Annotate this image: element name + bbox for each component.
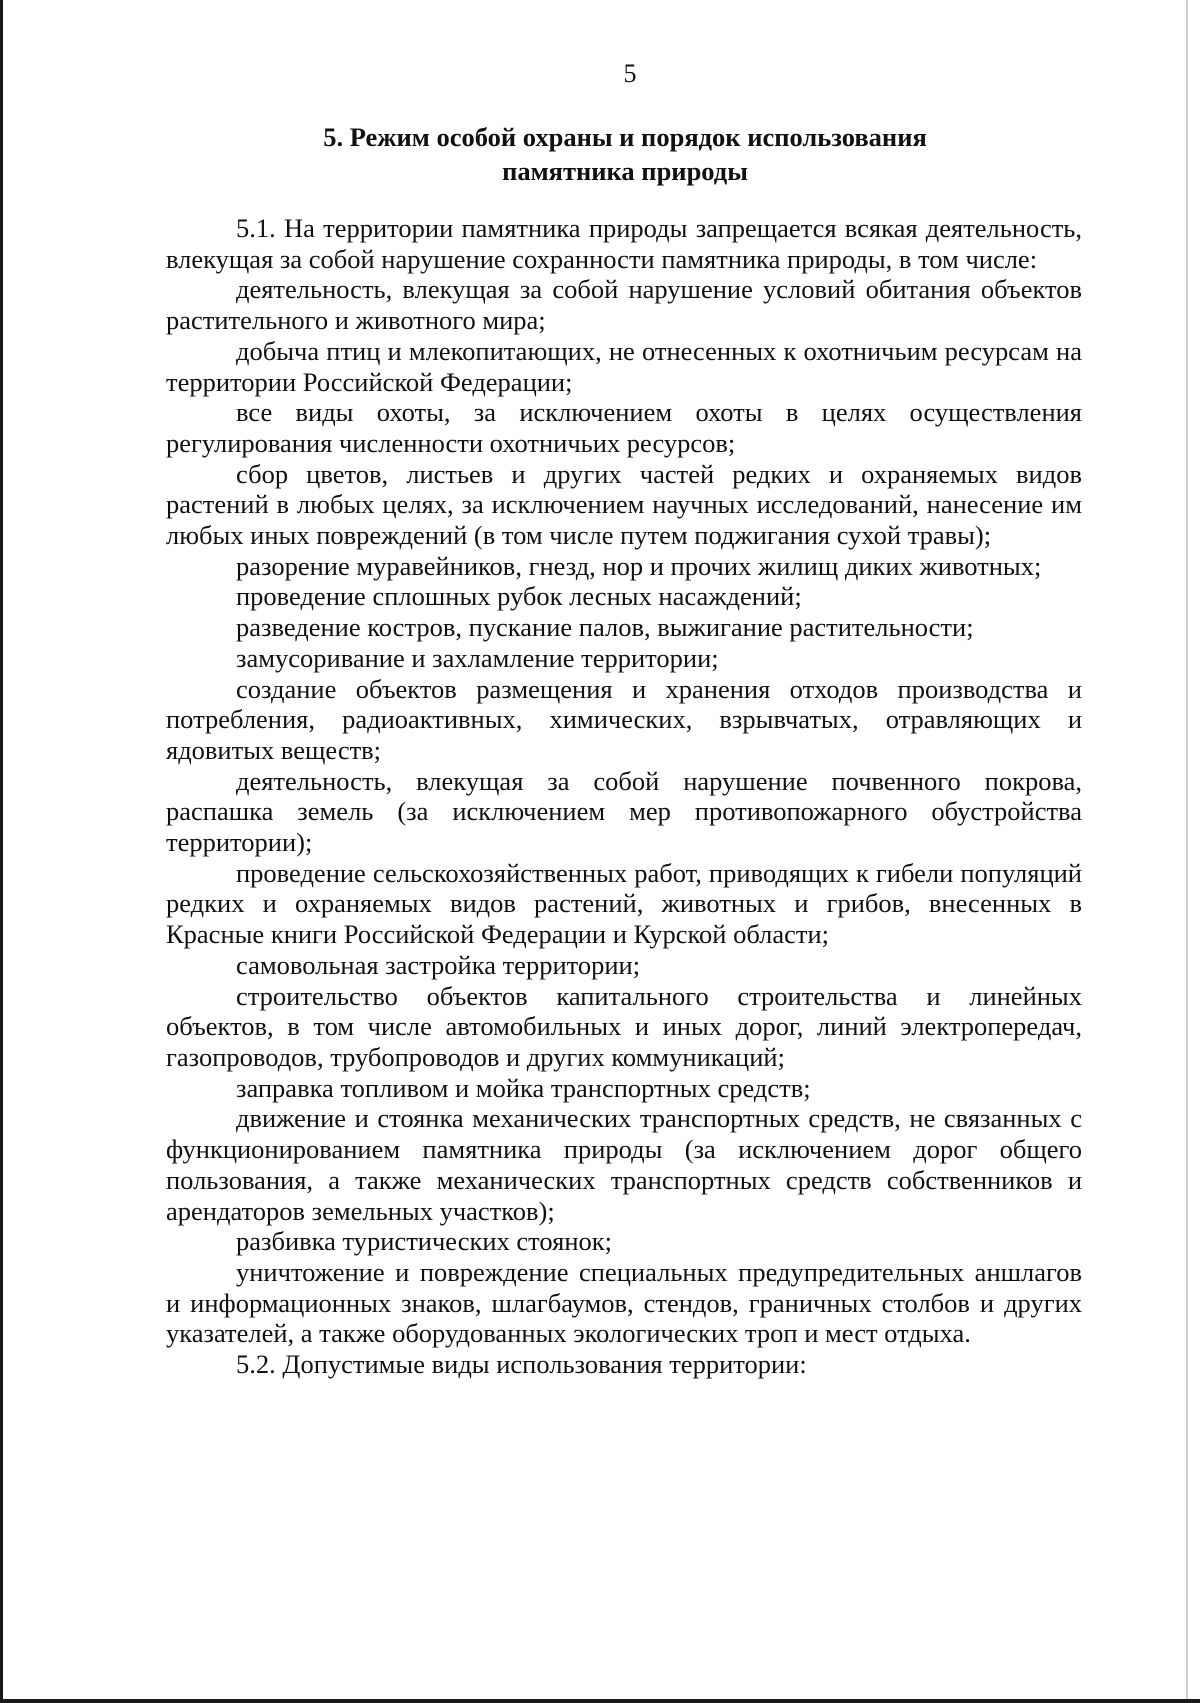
clause-5-1-intro: 5.1. На территории памятника природы запрещается всякая деятельность, влекущая за собой нарушение сохранности памятника природы, в том числе: [166,213,1082,274]
list-item: проведение сельскохозяйственных работ, приводящих к гибели популяций редких и охраняемых видов растений, животных и грибов, внесенных в Красные книги Российской Федерации и Курской области; [166,857,1082,950]
list-item: деятельность, влекущая за собой нарушение условий обитания объектов растительного и животного мира; [166,274,1082,336]
list-item: разорение муравейников, гнезд, нор и прочих жилищ диких животных; [236,550,1042,581]
list-item: добыча птиц и млекопитающих, не отнесенных к охотничьим ресурсам на территории Российской Федерации; [166,335,1082,397]
list-item: все виды охоты, за исключением охоты в целях осуществления регулирования численности охотничьих ресурсов; [166,397,1082,458]
list-item: создание объектов размещения и хранения отходов производства и потребления, радиоактивных, химических, взрывчатых, отравляющих и ядовитых веществ; [166,673,1082,765]
section-heading [150,120,1100,188]
list-item: уничтожение и повреждение специальных предупредительных аншлагов и информационных знаков, шлагбаумов, стендов, граничных столбов и других указателей, а также оборудованных экологических троп и мест отдыха. [166,1256,1082,1349]
list-item: строительство объектов капитального строительства и линейных объектов, в том числе автомобильных и иных дорог, линий электропередач, газопроводов, трубопроводов и других коммуникаций; [166,980,1082,1072]
section-heading-line-1: 5. Режим особой охраны и порядок использования [323,122,927,152]
list-item: самовольная застройка территории; [236,949,641,980]
list-item: движение и стоянка механических транспортных средств, не связанных с функционированием памятника природы (за исключением дорог общего пользования, а также механических транспортных средств собственников и арендаторов земельных участков); [166,1103,1082,1226]
list-item: заправка топливом и мойка транспортных средств; [236,1072,811,1103]
list-item: проведение сплошных рубок лесных насаждений; [236,581,802,612]
list-item: замусоривание и захламление территории; [236,642,719,673]
page-number: 5 [623,59,637,88]
list-item: разведение костров, пускание палов, выжигание растительности; [236,612,974,643]
document-body [166,213,1082,1380]
scan-edge-left [0,0,3,1703]
scan-edge-right [1186,0,1188,1703]
list-item: деятельность, влекущая за собой нарушение почвенного покрова, распашка земель (за исключением мер противопожарного обустройства территории); [166,765,1082,858]
section-heading-line-2: памятника природы [502,156,748,186]
clause-5-2-intro: 5.2. Допустимые виды использования территории: [236,1349,807,1380]
scan-edge-bottom [0,1699,1200,1703]
list-item: сбор цветов, листьев и других частей редких и охраняемых видов растений в любых целях, за исключением научных исследований, нанесение им любых иных повреждений (в том числе путем поджигания сухой травы); [166,458,1082,551]
list-item: разбивка туристических стоянок; [236,1226,612,1257]
